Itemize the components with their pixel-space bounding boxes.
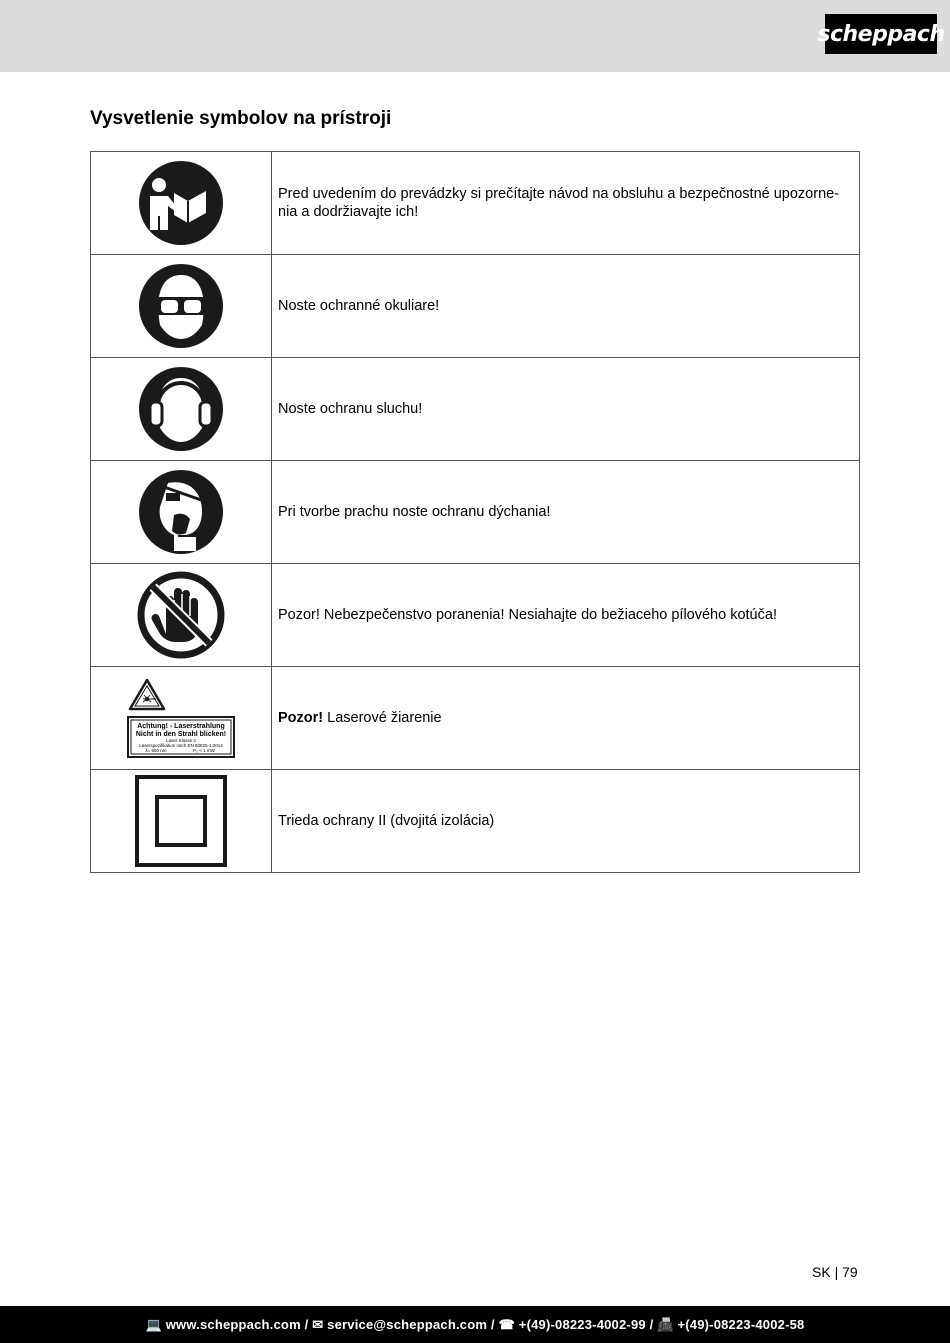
header-band xyxy=(0,0,950,72)
row-text: Laserové žiarenie xyxy=(323,710,442,726)
mail-icon: ✉ xyxy=(312,1316,328,1332)
table-row xyxy=(91,770,860,873)
row-text: Trieda ochrany II (dvojitá izolácia) xyxy=(278,813,495,829)
table-row xyxy=(91,358,860,461)
laser-label-power: P₀ < 1 mW xyxy=(193,748,215,753)
symbols-table xyxy=(90,151,860,873)
row-text: Noste ochranné okuliare! xyxy=(278,298,440,314)
footer-separator: / xyxy=(300,1317,313,1332)
ear-protection-icon xyxy=(138,366,224,452)
footer-separator: / xyxy=(487,1317,499,1332)
laser-label-line1: Achtung! - Laserstrahlung xyxy=(137,723,225,730)
respirator-icon xyxy=(138,469,224,555)
laser-label-line4: Laserspezifikation nach EN 60825-1:2014 xyxy=(139,743,223,748)
fax-icon: 📠 xyxy=(657,1316,678,1332)
safety-goggles-icon xyxy=(138,263,224,349)
table-row xyxy=(91,667,860,770)
page-number: SK | 79 xyxy=(812,1264,858,1280)
table-row xyxy=(91,461,860,564)
laser-warning-icon xyxy=(126,677,236,759)
laser-label-line3: Laser Klasse 2 xyxy=(166,738,196,743)
footer-web-link[interactable]: www.scheppach.com xyxy=(165,1317,301,1332)
footer-separator: / xyxy=(645,1317,658,1332)
row-text: Pozor! Nebezpečenstvo poranenia! Nesiahajte do bežiaceho pílového kotúča! xyxy=(278,607,777,623)
row-text-bold: Pozor! xyxy=(278,710,324,726)
computer-icon: 💻 xyxy=(145,1316,166,1332)
footer-phone: +(49)-08223-4002-99 xyxy=(518,1317,646,1332)
row-text: Noste ochranu sluchu! xyxy=(278,401,423,417)
double-insulation-icon xyxy=(135,775,227,867)
footer-bar xyxy=(0,1306,950,1343)
no-hands-icon xyxy=(136,570,226,660)
row-text: Pri tvorbe prachu noste ochranu dýchania! xyxy=(278,504,551,520)
row-text: Pred uvedením do prevádzky si prečítajte návod na obsluhu a bezpečnostné upozorne- nia a dodržiavajte ich! xyxy=(278,186,840,220)
footer-fax: +(49)-08223-4002-58 xyxy=(677,1317,805,1332)
laser-label-line2: Nicht in den Strahl blicken! xyxy=(135,731,227,738)
phone-icon: ☎ xyxy=(498,1316,519,1332)
table-row xyxy=(91,255,860,358)
table-row xyxy=(91,564,860,667)
page-title: Vysvetlenie symbolov na prístroji xyxy=(90,108,392,129)
brand-logo: scheppach xyxy=(825,14,937,54)
read-manual-icon xyxy=(138,160,224,246)
footer-email-link[interactable]: service@scheppach.com xyxy=(327,1317,488,1332)
table-row xyxy=(91,152,860,255)
laser-label-wavelength: λ= 650 nm xyxy=(145,748,167,753)
